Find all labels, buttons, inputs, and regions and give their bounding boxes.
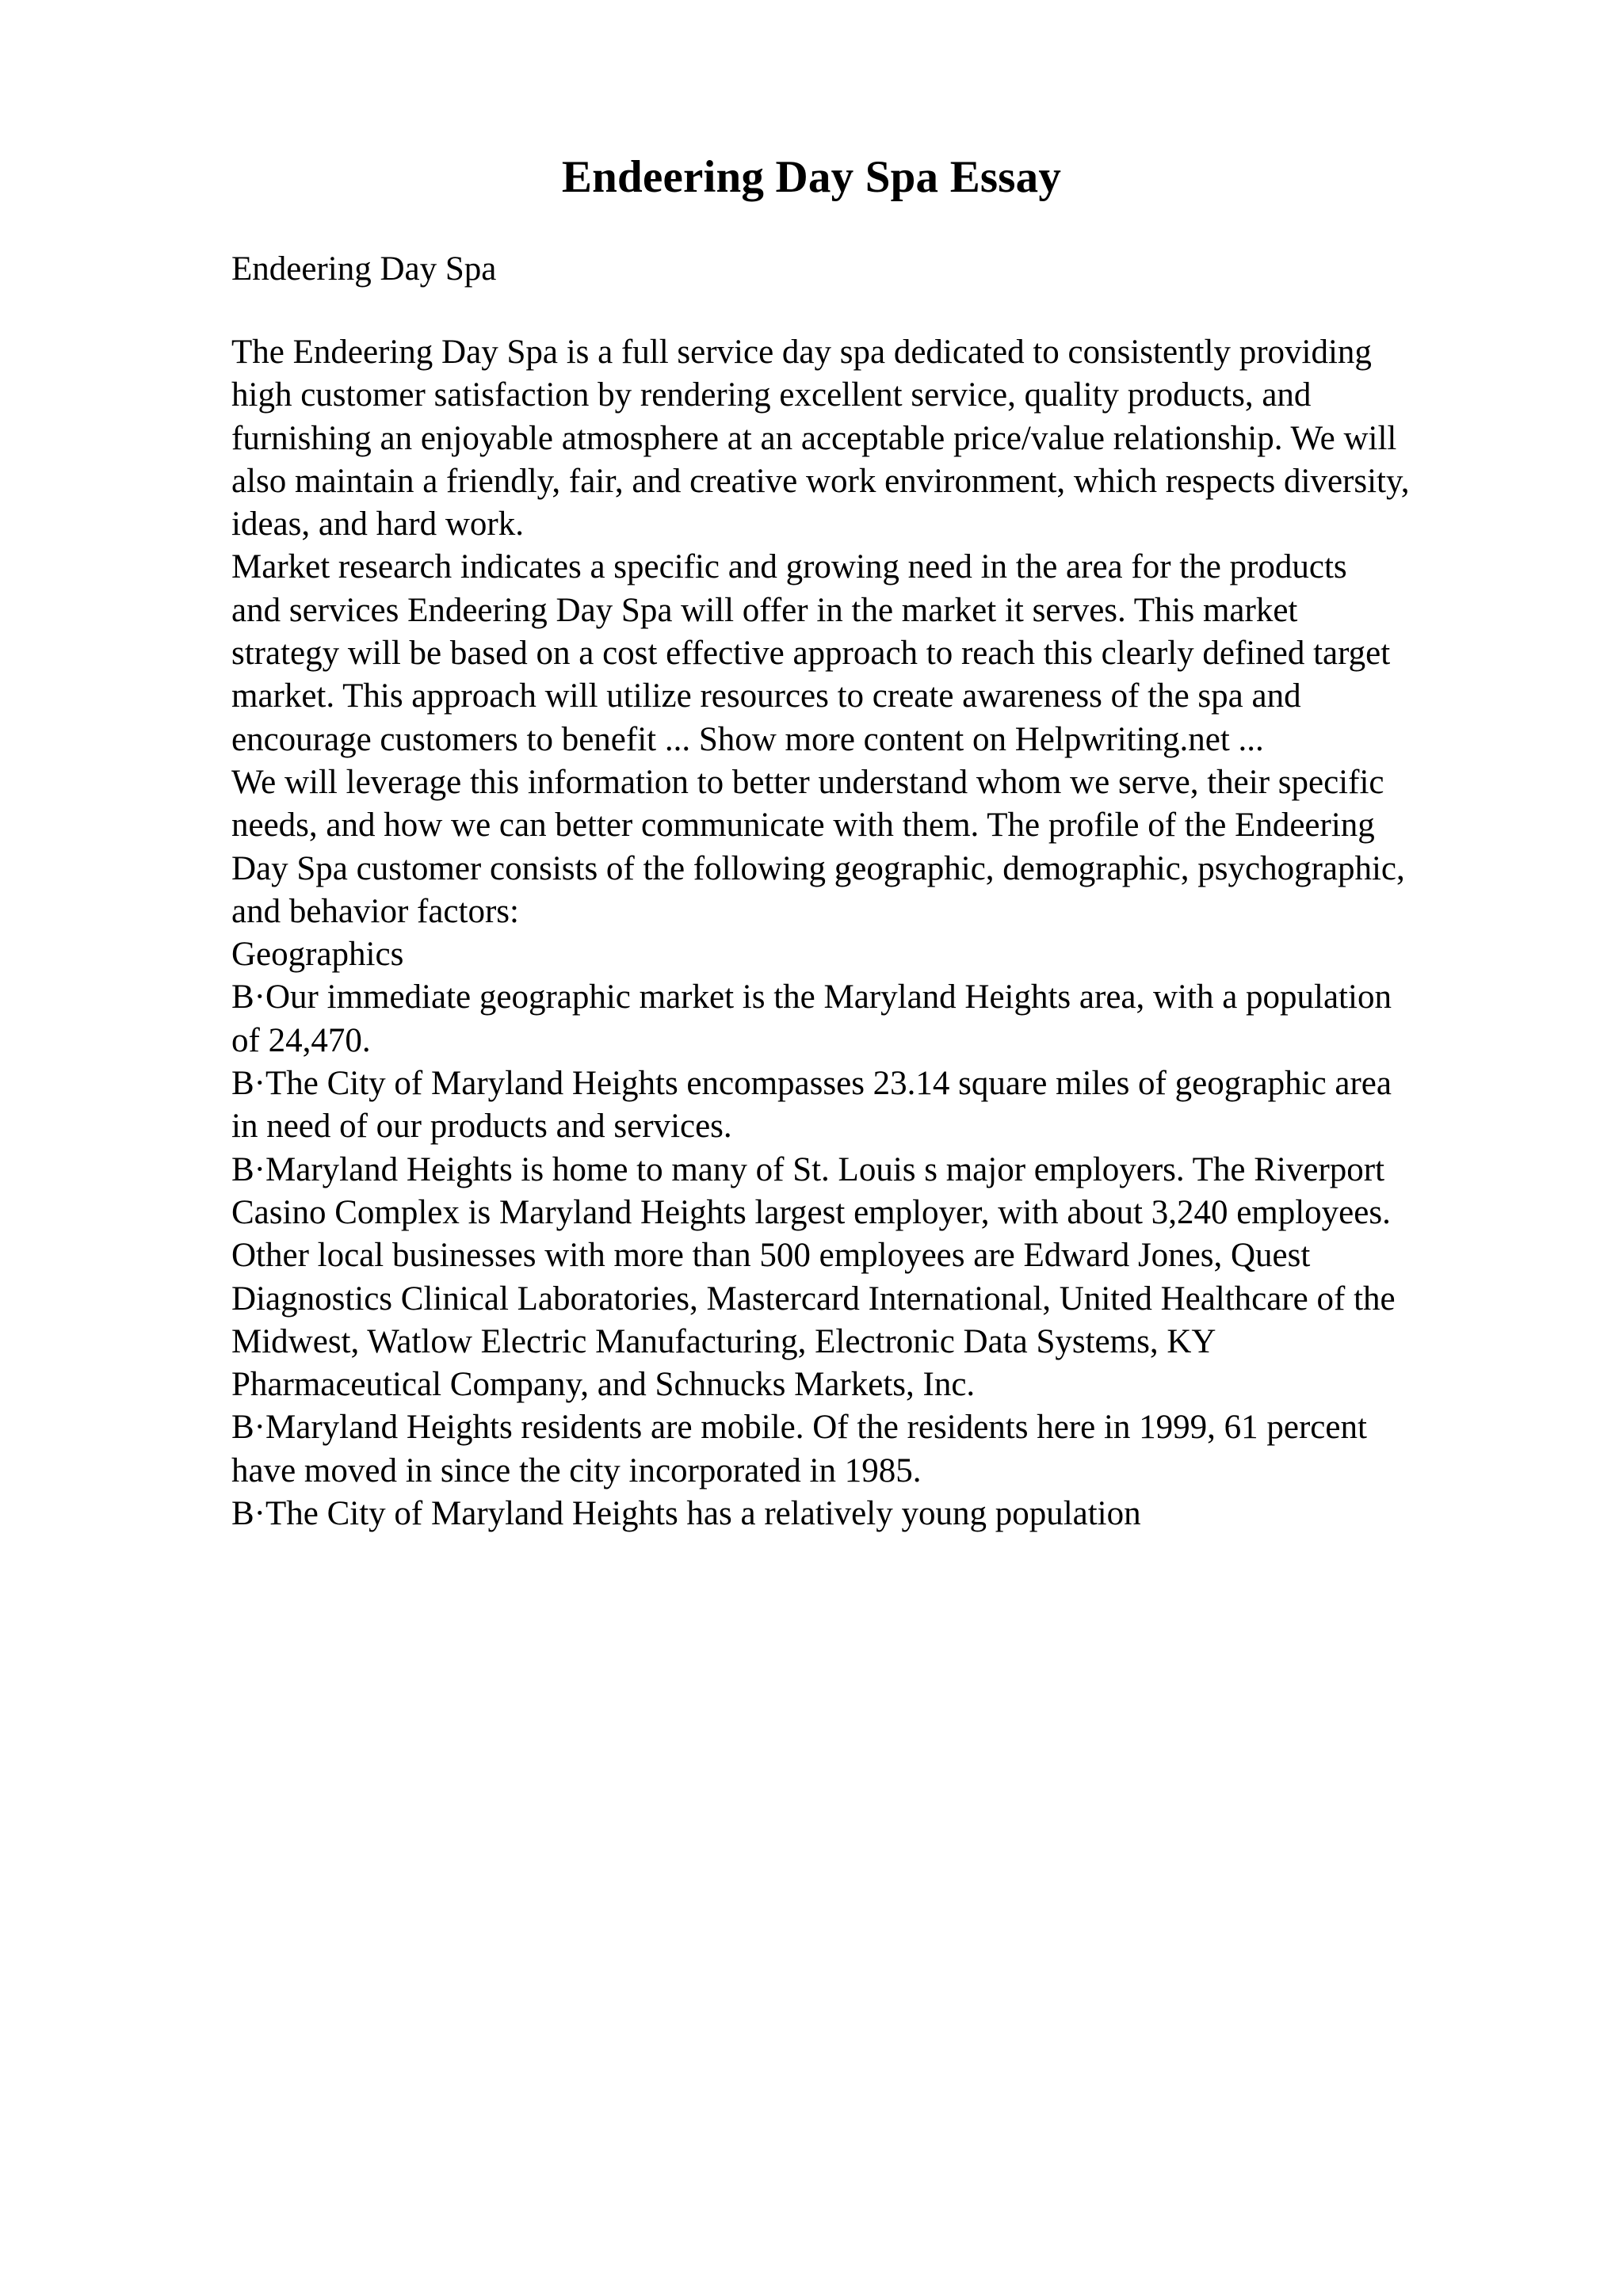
essay-line: encourage customers to benefit ... Show more content on Helpwriting.net ... bbox=[231, 720, 1264, 758]
essay-line: B·Maryland Heights residents are mobile. Of the residents here in 1999, 61 percent bbox=[231, 1409, 1367, 1447]
essay-body bbox=[231, 331, 1579, 1535]
essay-line: high customer satisfaction by rendering excellent service, quality products, and bbox=[231, 376, 1312, 414]
essay-line: The Endeering Day Spa is a full service day spa dedicated to consistently providing bbox=[231, 334, 1372, 371]
essay-line: of 24,470. bbox=[231, 1021, 371, 1059]
essay-line: strategy will be based on a cost effective approach to reach this clearly defined target bbox=[231, 635, 1391, 673]
essay-line: Geographics bbox=[231, 936, 404, 974]
essay-line: have moved in since the city incorporated in 1985. bbox=[231, 1451, 922, 1489]
essay-line: market. This approach will utilize resources to create awareness of the spa and bbox=[231, 677, 1301, 715]
essay-line: B·The City of Maryland Heights encompasses 23.14 square miles of geographic area bbox=[231, 1065, 1392, 1103]
essay-line: B·Our immediate geographic market is the Maryland Heights area, with a population bbox=[231, 978, 1392, 1016]
essay-line: Midwest, Watlow Electric Manufacturing, Electronic Data Systems, KY bbox=[231, 1322, 1216, 1360]
essay-line: Pharmaceutical Company, and Schnucks Markets, Inc. bbox=[231, 1366, 976, 1404]
essay-line: Market research indicates a specific and growing need in the area for the products bbox=[231, 548, 1347, 586]
essay-line: furnishing an enjoyable atmosphere at an acceptable price/value relationship. We will bbox=[231, 419, 1397, 457]
essay-line: We will leverage this information to better understand whom we serve, their specific bbox=[231, 763, 1384, 801]
essay-line: Diagnostics Clinical Laboratories, Mastercard International, United Healthcare of the bbox=[231, 1280, 1396, 1318]
essay-line: ideas, and hard work. bbox=[231, 505, 524, 543]
page-title: Endeering Day Spa Essay bbox=[561, 152, 1062, 202]
essay-line: Casino Complex is Maryland Heights largest employer, with about 3,240 employees. bbox=[231, 1193, 1391, 1231]
essay-line: and behavior factors: bbox=[231, 892, 519, 930]
essay-line: in need of our products and services. bbox=[231, 1108, 732, 1146]
essay-line: also maintain a friendly, fair, and creative work environment, which respects diversity, bbox=[231, 462, 1410, 500]
essay-line: B·Maryland Heights is home to many of St. Louis s major employers. The Riverport bbox=[231, 1150, 1385, 1188]
document-subtitle: Endeering Day Spa bbox=[231, 250, 497, 288]
essay-line: needs, and how we can better communicate with them. The profile of the Endeering bbox=[231, 807, 1375, 845]
essay-line: Other local businesses with more than 500 employees are Edward Jones, Quest bbox=[231, 1237, 1311, 1275]
essay-line: and services Endeering Day Spa will offer in the market it serves. This market bbox=[231, 591, 1298, 629]
essay-line: Day Spa customer consists of the following geographic, demographic, psychographic, bbox=[231, 849, 1405, 887]
essay-line: B·The City of Maryland Heights has a relatively young population bbox=[231, 1495, 1141, 1533]
